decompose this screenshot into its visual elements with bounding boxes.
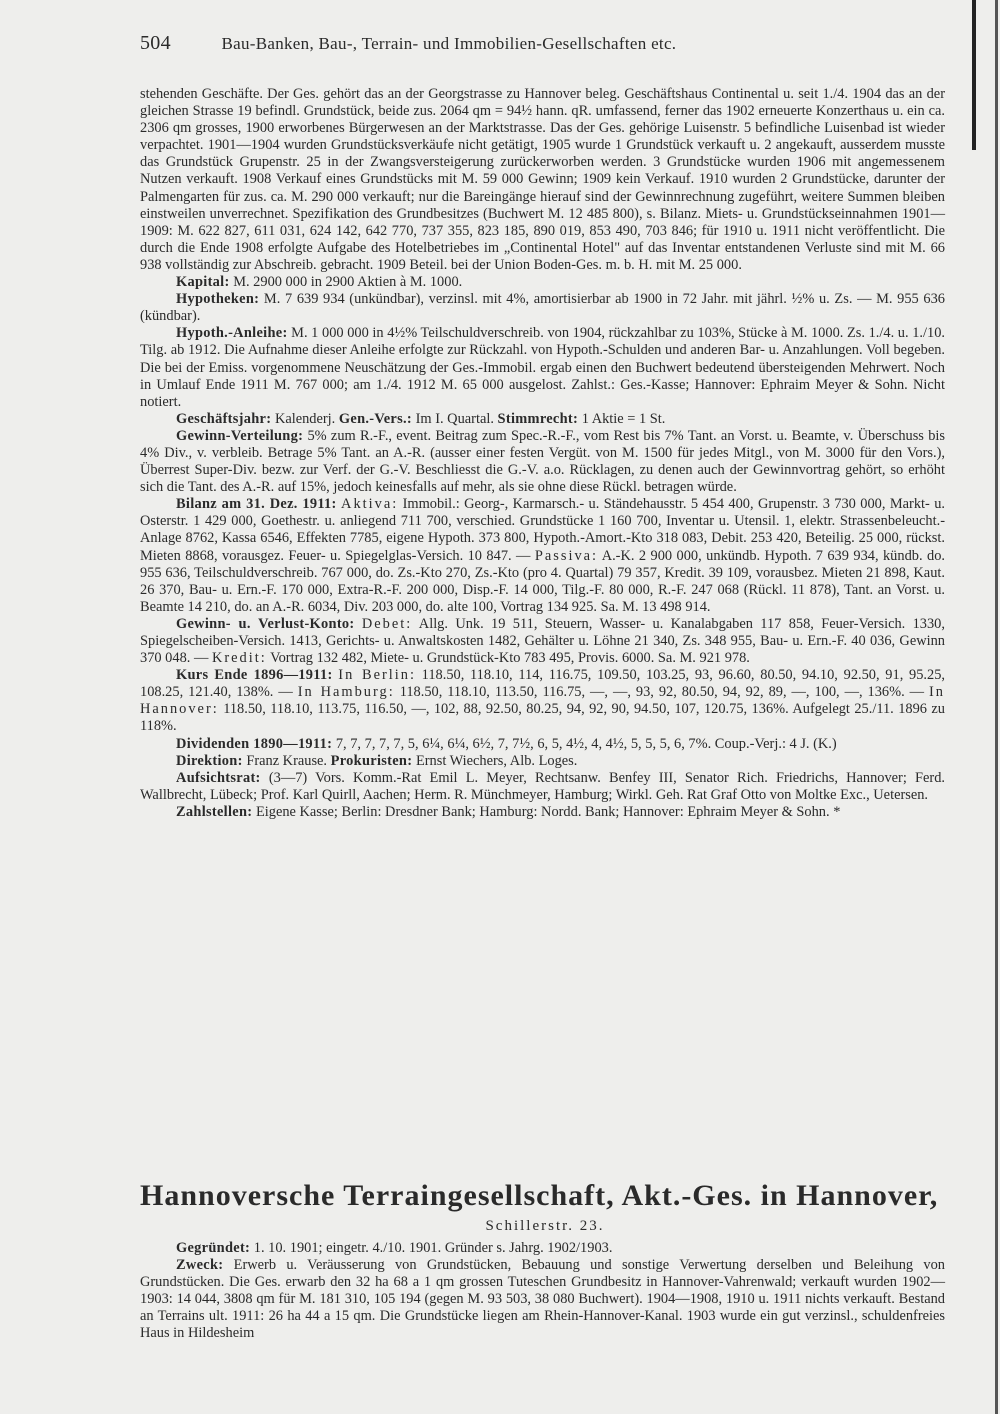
- bilanz-entry: [140, 496, 945, 616]
- debet-label: Debet:: [361, 615, 413, 632]
- direktion-entry: [140, 753, 945, 770]
- geschaeftsjahr-text: Kalenderj.: [274, 410, 336, 427]
- kurs-hamburg-text: 118.50, 118.10, 113.50, 116.75, —, —, 93, 92, 80.50, 94, 92, 89, —, 100, —, 136%. —: [399, 684, 925, 701]
- zahlstellen-text: Eigene Kasse; Berlin: Dresdner Bank; Hamburg: Nordd. Bank; Hannover: Ephraim Meyer & Sohn. *: [255, 803, 841, 820]
- gewinnverteilung-text: 5% zum R.-F., event. Beitrag zum Spec.-R.-F., vom Rest bis 7% Tant. an Vorst. u. Beamte, v. Überschuss bis 4% Div., v. verbleib. Betrage 5% Tant. an A.-R. (ausser einer festen Vergüt. von M. 1500 für jedes Mitgl., von M. 3000 für den Vors.), Überrest Super-Div. bezw. zur Verf. der G.-V. Beschliesst die G.-V. a.o. Rücklagen, zu denen auch der Gewinnvortrag gehört, so erhöht sich die Tant. des A.-R. auf 15%, jedoch keinesfalls auf mehr, als sie ohne diese Rückl. betragen würde.: [140, 427, 945, 496]
- kurs-entry: [140, 667, 945, 735]
- stimmrecht-text: 1 Aktie = 1 St.: [581, 410, 666, 427]
- aktiva-text: Immobil.: Georg-, Karmarsch.- u. Ständehausstr. 5 454 400, Grupenstr. 3 730 000, Markt- u. Osterstr. 1 429 000, Goethestr. u. anliegend 711 700, verschied. Grundstücke 1 160 700, Inventar u. Utensil. 1, elektr. Strassenbeleucht.-Anlage 8762, Kassa 6546, Effekten 7785, eigene Hypoth. 373 800, Hypoth.-Amort.-Kto 318 083, Debit. 253 420, Beteilig. 25 000, rückst. Mieten 8868, vorausgez. Feuer- u. Spiegelglas-Versich. 10 847. —: [140, 496, 945, 564]
- hypotheken-label: Hypotheken:: [176, 291, 260, 308]
- aufsichtsrat-entry: [140, 770, 945, 804]
- kurs-label: Kurs Ende 1896—1911:: [176, 667, 333, 684]
- gegruendet-text: 1. 10. 1901; eingetr. 4./10. 1901. Gründer s. Jahrg. 1902/1903.: [253, 1240, 613, 1256]
- passiva-label: Passiva:: [534, 547, 599, 564]
- prokuristen-label: Prokuristen:: [330, 752, 413, 769]
- guv-label: Gewinn- u. Verlust-Konto:: [176, 615, 355, 632]
- aufsichtsrat-label: Aufsichtsrat:: [176, 769, 261, 786]
- description-paragraph: stehenden Geschäfte. Der Ges. gehört das an der Georgstrasse zu Hannover beleg. Geschäftshaus Continental u. seit 1./4. 1904 das an der gleichen Strasse 19 befindl. Grundstück, beide zus. 2064 qm = 94½ hann. qR. umfassend, ferner das 1902 erneuerte Konzerthaus u. ein ca. 2306 qm grosses, 1900 erworbenes Bürgerwesen an der Marktstrasse. Das der Ges. gehörige Luisenstr. 5 befindliche Luisenbad ist wieder verpachtet. 1901—1904 wurden Grundstücksverkäufe nicht getätigt, 1905 wurde 1 Grundstück verkauft u. 2 angekauft, ausserdem musste das Grundstück Grupenstr. 25 in der Zwangsversteigerung zurückerworben werden. 3 Grundstücke wurden 1906 mit angemessenem Nutzen verkauft. 1908 Verkauf eines Grundstücks mit M. 59 000 Gewinn; 1909 kein Verkauf. 1910 wurden 2 Grundstücke, darunter der Palmengarten für zus. ca. M. 290 000 verkauft; nur die Bareingänge hierauf sind der Gewinnrechnung zugeführt, weitere Summen bleiben einstweilen unverrechnet. Spezifikation des Grundbesitzes (Buchwert M. 12 485 800), s. Bilanz. Miets- u. Grundstückseinnahmen 1901—1909: M. 622 827, 611 031, 624 142, 642 770, 737 355, 823 185, 890 019, 853 490, 703 846; für 1910 u. 1911 nicht veröffentlicht. Die durch die Ende 1908 erfolgte Aufgabe des Hotelbetriebes im „Continental Hotel" auf das Inventar entstandenen Verluste sind mit M. 66 938 vollständig zur Abschreib. gebracht. 1909 Beteil. bei der Union Boden-Ges. m. b. H. mit M. 25 000.: [140, 86, 945, 273]
- direktion-label: Direktion:: [176, 752, 243, 769]
- kurs-berlin-label: In Berlin:: [338, 667, 416, 684]
- aktiva-label: Aktiva:: [341, 496, 399, 513]
- zweck-entry: [140, 1257, 945, 1342]
- zweck-text: Erwerb u. Veräusserung von Grundstücken, Bebauung und sonstige Verwertung derselben und Beleihung von Grundstücken. Die Ges. erwarb den 32 ha 68 a 1 qm grossen Tuteschen Grundbesitz in Hannover-Vahrenwald; verkauft wurden 1902—1903: 14 044, 3808 qm für M. 181 310, 105 194 (gegen M. 93 503, 38 080 Buchwert). 1904—1908, 1910 u. 1911 nichts verkauft. Bestand an Terrains ult. 1911: 26 ha 44 a 15 qm. Die Grundstücke liegen am Rhein-Hannover-Kanal. 1903 wurde ein gut verzinsl., schuldenfreies Haus in Hildesheim: [140, 1257, 945, 1342]
- prokuristen-text: Ernst Wiechers, Alb. Loges.: [415, 752, 578, 769]
- scan-edge-mark: [972, 0, 976, 150]
- kapital-label: Kapital:: [176, 274, 230, 291]
- anleihe-text: M. 1 000 000 in 4½% Teilschuldverschreib. von 1904, rückzahlbar zu 103%, Stücke à M. 1000. Zs. 1./4. u. 1./10. Tilg. ab 1912. Die Aufnahme dieser Anleihe erfolgte zur Rückzahl. von Hypoth.-Schulden und anderen Bar- u. Anzahlungen. Voll begeben. Die bei der Emiss. vorgenommene Neuschätzung der Ges.-Immobil. ergab einen den Buchwert bedeutend übersteigenden Mehrwert. Noch in Umlauf Ende 1911 M. 767 000; am 1./4. 1912 M. 65 000 ausgelost. Zahlst.: Ges.-Kasse; Hannover: Ephraim Meyer & Sohn. Nicht notiert.: [140, 325, 945, 410]
- new-company-entry: [140, 1240, 945, 1343]
- company-title: Hannoversche Terraingesellschaft, Akt.-Ges. in Hannover,: [140, 1179, 939, 1212]
- debet-text: Allg. Unk. 19 511, Steuern, Wasser- u. Kanalabgaben 117 858, Feuer-Versich. 1330, Spiegelscheiben-Versich. 1413, Gerichts- u. Anwaltskosten 1482, Gehälter u. Löhne 21 340, Zs. 348 955, Bau- u. Ern.-F. 40 036, Gewinn 370 048. —: [140, 615, 945, 667]
- scan-edge-line: [995, 0, 998, 1414]
- dividenden-label: Dividenden 1890—1911:: [176, 735, 333, 752]
- zahlstellen-label: Zahlstellen:: [176, 803, 253, 820]
- gewinnverteilung-label: Gewinn-Verteilung:: [176, 427, 304, 444]
- genvers-text: Im I. Quartal.: [415, 410, 494, 427]
- kurs-hannover-label: In Hannover:: [140, 684, 945, 718]
- kapital-text: M. 2900 000 in 2900 Aktien à M. 1000.: [233, 274, 463, 291]
- kurs-hamburg-label: In Hamburg:: [297, 684, 395, 701]
- guv-entry: [140, 616, 945, 667]
- hypotheken-text: M. 7 639 934 (unkündbar), verzinsl. mit 4%, amortisierbar ab 1900 in 72 Jahr. mit jährl. ½% u. Zs. — M. 955 636 (kündbar).: [140, 291, 945, 325]
- kredit-label: Kredit:: [211, 650, 267, 667]
- page-header: [140, 32, 960, 55]
- kredit-text: Vortrag 132 482, Miete- u. Grundstück-Kto 783 495, Provis. 6000. Sa. M. 921 978.: [270, 650, 750, 667]
- meta-entry: [140, 411, 945, 428]
- bilanz-label: Bilanz am 31. Dez. 1911:: [176, 496, 337, 513]
- gegruendet-label: Gegründet:: [176, 1240, 251, 1256]
- zahlstellen-entry: [140, 804, 945, 821]
- dividenden-text: 7, 7, 7, 7, 7, 5, 6¼, 6¼, 6½, 7, 7½, 6, 5, 4½, 4, 4½, 5, 5, 5, 6, 7%. Coup.-Verj.: 4 J. (K.): [335, 735, 837, 752]
- stimmrecht-label: Stimmrecht:: [497, 410, 579, 427]
- kapital-entry: [140, 274, 945, 291]
- running-title: Bau-Banken, Bau-, Terrain- und Immobilien-Gesellschaften etc.: [221, 34, 677, 53]
- gegruendet-entry: [140, 1240, 945, 1257]
- page-number: 504: [140, 32, 171, 54]
- anleihe-entry: [140, 325, 945, 410]
- dividenden-entry: [140, 736, 945, 753]
- geschaeftsjahr-label: Geschäftsjahr:: [176, 410, 272, 427]
- kurs-berlin-text: 118.50, 118.10, 114, 116.75, 109.50, 103.25, 93, 96.60, 80.50, 94.10, 92.50, 91, 95.25, 108.25, 121.40, 138%. —: [140, 667, 945, 701]
- genvers-label: Gen.-Vers.:: [338, 410, 412, 427]
- anleihe-label: Hypoth.-Anleihe:: [176, 325, 288, 342]
- previous-company-entry: [140, 86, 945, 821]
- company-address: Schillerstr. 23.: [485, 1218, 605, 1234]
- kurs-hannover-text: 118.50, 118.10, 113.75, 116.50, —, 102, 88, 92.50, 80.25, 94, 92, 90, 94.50, 107, 120.75, 136%. Aufgelegt 25./11. 1896 zu 118%.: [140, 701, 945, 735]
- passiva-text: A.-K. 2 900 000, unkündb. Hypoth. 7 639 934, kündb. do. 955 636, Teilschuldverschreib. 767 000, do. Zs.-Kto 270, Zs.-Kto (pro 4. Quartal) 79 357, Kredit. 39 109, vorausbez. Mieten 21 898, Kaut. 26 370, Bau- u. Ern.-F. 170 000, Extra-R.-F. 200 000, Disp.-F. 14 000, Tilg.-F. 80 000, R.-F. 247 068 (Rückl. 11 878), Tant. an Vorst. u. Beamte 14 210, do. an A.-R. 6034, Div. 203 000, do. alte 100, Vortrag 134 925. Sa. M. 13 498 914.: [140, 547, 945, 615]
- direktion-text: Franz Krause.: [246, 752, 328, 769]
- zweck-label: Zweck:: [176, 1257, 224, 1274]
- aufsichtsrat-text: (3—7) Vors. Komm.-Rat Emil L. Meyer, Rechtsanw. Benfey III, Senator Rich. Friedrichs, Hannover; Ferd. Wallbrecht, Lübeck; Prof. Karl Quirll, Aachen; Herm. R. Münchmeyer, Hamburg; Wirkl. Geh. Rat Graf Otto von Moltke Exc., Uetersen.: [140, 769, 945, 803]
- gewinnverteilung-entry: [140, 428, 945, 496]
- hypotheken-entry: [140, 291, 945, 325]
